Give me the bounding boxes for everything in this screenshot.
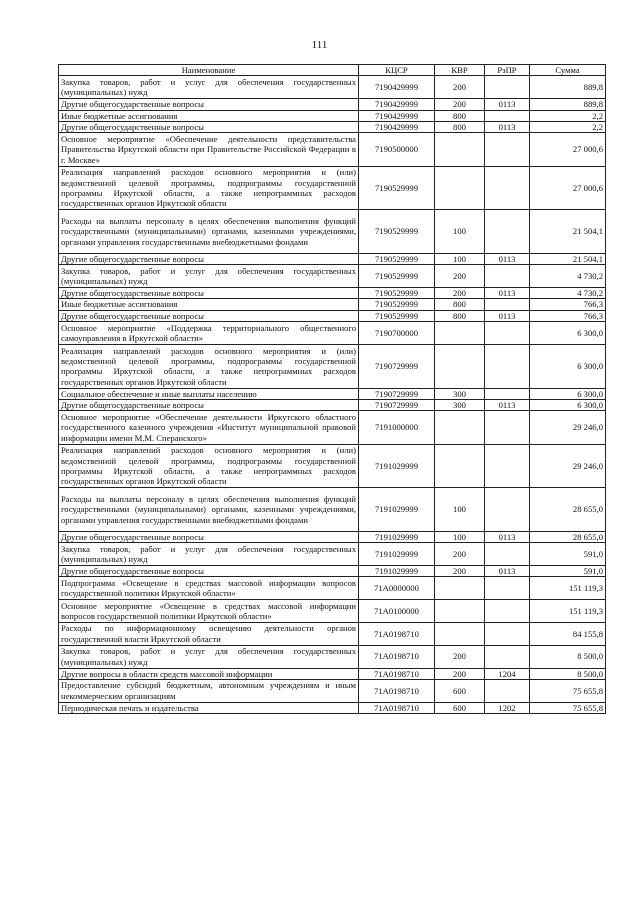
cell-rzpr [485,110,530,121]
cell-kcsr: 71А0198710 [359,668,435,679]
cell-sum: 75 655,8 [530,702,606,713]
cell-rzpr: 0113 [485,566,530,577]
cell-rzpr [485,388,530,399]
table-row [59,531,606,542]
cell-rzpr: 1204 [485,668,530,679]
cell-rzpr: 0113 [485,400,530,411]
cell-name: Другие общегосударственные вопросы [59,400,359,411]
cell-rzpr: 0113 [485,122,530,133]
cell-kvr [435,166,485,210]
cell-kvr: 800 [435,299,485,310]
cell-kcsr: 71А0000000 [359,577,435,600]
table-row [59,702,606,713]
cell-name: Основное мероприятие «Обеспечение деятельности представительства Правительства Иркутской области при Правительстве Российской Федерации в г. Москве» [59,133,359,166]
cell-kvr: 200 [435,645,485,668]
cell-name: Закупка товаров, работ и услуг для обеспечения государственных (муниципальных) нужд [59,543,359,566]
cell-sum: 28 655,0 [530,531,606,542]
cell-name: Закупка товаров, работ и услуг для обеспечения государственных (муниципальных) нужд [59,645,359,668]
cell-rzpr [485,577,530,600]
cell-sum: 8 500,0 [530,645,606,668]
cell-sum: 75 655,8 [530,680,606,703]
table-row [59,166,606,210]
cell-kvr [435,577,485,600]
cell-kcsr: 7191029999 [359,444,435,488]
cell-rzpr: 0113 [485,99,530,110]
cell-kvr: 300 [435,388,485,399]
cell-sum: 766,3 [530,299,606,310]
cell-name: Другие вопросы в области средств массовой информации [59,668,359,679]
table-row [59,265,606,288]
cell-name: Иные бюджетные ассигнования [59,299,359,310]
cell-kcsr: 7190529999 [359,288,435,299]
cell-sum: 21 504,1 [530,253,606,264]
cell-kcsr: 7190429999 [359,110,435,121]
table-row [59,388,606,399]
cell-rzpr [485,265,530,288]
table-row [59,680,606,703]
cell-kcsr: 7191029999 [359,488,435,532]
column-header-kvr: КВР [435,65,485,76]
cell-name: Другие общегосударственные вопросы [59,531,359,542]
cell-kvr: 600 [435,702,485,713]
cell-sum: 29 246,0 [530,444,606,488]
cell-name: Закупка товаров, работ и услуг для обеспечения государственных (муниципальных) нужд [59,265,359,288]
cell-sum: 151 119,3 [530,600,606,623]
cell-kcsr: 71А0198710 [359,645,435,668]
table-row [59,645,606,668]
cell-kcsr: 7190529999 [359,210,435,254]
cell-sum: 4 730,2 [530,288,606,299]
cell-kvr: 100 [435,531,485,542]
cell-sum: 6 300,0 [530,400,606,411]
cell-rzpr [485,210,530,254]
cell-name: Другие общегосударственные вопросы [59,122,359,133]
table-row [59,288,606,299]
table-row [59,253,606,264]
cell-kcsr: 7190700000 [359,322,435,345]
table-row [59,99,606,110]
cell-name: Другие общегосударственные вопросы [59,253,359,264]
cell-kvr: 200 [435,543,485,566]
cell-kcsr: 7190729999 [359,345,435,389]
cell-sum: 2,2 [530,122,606,133]
cell-name: Иные бюджетные ассигнования [59,110,359,121]
cell-sum: 6 300,0 [530,345,606,389]
cell-name: Расходы по информационному освещению деятельности органов государственной власти Иркутской области [59,623,359,646]
table-body [59,76,606,714]
cell-kvr [435,444,485,488]
cell-kvr: 200 [435,76,485,99]
cell-kvr: 200 [435,99,485,110]
table-row [59,322,606,345]
cell-kcsr: 7190429999 [359,99,435,110]
cell-rzpr: 0113 [485,253,530,264]
cell-sum: 6 300,0 [530,322,606,345]
cell-kvr: 100 [435,253,485,264]
table-row [59,210,606,254]
table-row [59,444,606,488]
page-number: 111 [311,39,328,51]
cell-rzpr [485,645,530,668]
cell-kcsr: 7190529999 [359,299,435,310]
cell-rzpr [485,322,530,345]
cell-name: Закупка товаров, работ и услуг для обеспечения государственных (муниципальных) нужд [59,76,359,99]
cell-sum: 84 155,8 [530,623,606,646]
cell-name: Реализация направлений расходов основного мероприятия и (или) ведомственной целевой программы, подпрограммы государственной программы Иркутской области, а также непрограммных расходов государственных органов Иркутской области [59,444,359,488]
cell-kvr: 100 [435,210,485,254]
cell-kcsr: 7190529999 [359,166,435,210]
cell-sum: 27 000,6 [530,133,606,166]
cell-name: Основное мероприятие «Поддержка территориального общественного самоуправления в Иркутской области» [59,322,359,345]
cell-sum: 4 730,2 [530,265,606,288]
cell-kcsr: 7190429999 [359,122,435,133]
cell-rzpr: 1202 [485,702,530,713]
cell-sum: 151 119,3 [530,577,606,600]
cell-kcsr: 71А0198710 [359,623,435,646]
cell-kvr [435,133,485,166]
cell-sum: 28 655,0 [530,488,606,532]
cell-kcsr: 7190500000 [359,133,435,166]
cell-kcsr: 71А0100000 [359,600,435,623]
cell-sum: 591,0 [530,566,606,577]
cell-sum: 889,8 [530,76,606,99]
cell-name: Основное мероприятие «Обеспечение деятельности Иркутского областного государственного казенного учреждения «Институт муниципальной правовой информации имени М.М. Сперанского» [59,411,359,444]
cell-kcsr: 7190529999 [359,253,435,264]
cell-name: Расходы на выплаты персоналу в целях обеспечения выполнения функций государственными (муниципальными) органами, казенными учреждениями, органами управления государственными внебюджетными фондами [59,488,359,532]
cell-rzpr [485,543,530,566]
cell-rzpr [485,600,530,623]
cell-rzpr [485,133,530,166]
cell-name: Предоставление субсидий бюджетным, автономным учреждениям и иным некоммерческим организациям [59,680,359,703]
cell-rzpr [485,299,530,310]
cell-name: Подпрограмма «Освещение в средствах массовой информации вопросов государственной политики Иркутской области» [59,577,359,600]
cell-name: Социальное обеспечение и иные выплаты населению [59,388,359,399]
cell-sum: 889,8 [530,99,606,110]
cell-kvr: 300 [435,400,485,411]
cell-kvr [435,600,485,623]
table-row [59,668,606,679]
cell-name: Реализация направлений расходов основного мероприятия и (или) ведомственной целевой программы, подпрограммы государственной программы Иркутской области, а также непрограммных расходов государственных органов Иркутской области [59,345,359,389]
table-header-row [59,65,606,76]
cell-name: Другие общегосударственные вопросы [59,310,359,321]
cell-kvr: 200 [435,288,485,299]
cell-rzpr: 0113 [485,531,530,542]
cell-name: Расходы на выплаты персоналу в целях обеспечения выполнения функций государственными (муниципальными) органами, казенными учреждениями, органами управления государственными внебюджетными фондами [59,210,359,254]
cell-rzpr [485,680,530,703]
cell-name: Реализация направлений расходов основного мероприятия и (или) ведомственной целевой программы, подпрограммы государственной программы Иркутской области, а также непрограммных расходов государственных органов Иркутской области [59,166,359,210]
table-row [59,122,606,133]
cell-kcsr: 7191029999 [359,566,435,577]
table-row [59,566,606,577]
column-header-name: Наименование [59,65,359,76]
cell-kvr: 800 [435,110,485,121]
cell-kcsr: 7191000000 [359,411,435,444]
cell-sum: 6 300,0 [530,388,606,399]
cell-sum: 29 246,0 [530,411,606,444]
cell-name: Другие общегосударственные вопросы [59,566,359,577]
cell-kcsr: 7191029999 [359,543,435,566]
table-row [59,577,606,600]
cell-rzpr [485,444,530,488]
cell-rzpr: 0113 [485,288,530,299]
cell-kcsr: 7190429999 [359,76,435,99]
cell-kcsr: 7190529999 [359,265,435,288]
table-row [59,133,606,166]
column-header-rzpr: РзПР [485,65,530,76]
cell-kvr: 800 [435,310,485,321]
cell-sum: 591,0 [530,543,606,566]
cell-rzpr [485,76,530,99]
table-row [59,310,606,321]
cell-kvr [435,345,485,389]
table-row [59,76,606,99]
cell-sum: 8 500,0 [530,668,606,679]
cell-name: Основное мероприятие «Освещение в средствах массовой информации вопросов государственной политики Иркутской области» [59,600,359,623]
cell-kvr [435,322,485,345]
table-row [59,299,606,310]
column-header-sum: Сумма [530,65,606,76]
cell-kcsr: 7190529999 [359,310,435,321]
table-row [59,543,606,566]
cell-kcsr: 7191029999 [359,531,435,542]
table-row [59,411,606,444]
column-header-kcsr: КЦСР [359,65,435,76]
cell-kvr: 800 [435,122,485,133]
cell-sum: 2,2 [530,110,606,121]
table-row [59,623,606,646]
cell-kcsr: 7190729999 [359,400,435,411]
cell-kcsr: 71А0198710 [359,702,435,713]
cell-sum: 21 504,1 [530,210,606,254]
cell-kvr: 200 [435,265,485,288]
cell-kvr [435,411,485,444]
cell-sum: 27 000,6 [530,166,606,210]
table-row [59,345,606,389]
table-row [59,600,606,623]
cell-kvr: 100 [435,488,485,532]
cell-rzpr: 0113 [485,310,530,321]
budget-table [58,64,606,714]
table-row [59,400,606,411]
cell-kvr [435,623,485,646]
cell-name: Другие общегосударственные вопросы [59,99,359,110]
cell-name: Периодическая печать и издательства [59,702,359,713]
cell-kcsr: 71А0198710 [359,680,435,703]
table-row [59,110,606,121]
cell-kcsr: 7190729999 [359,388,435,399]
cell-kvr: 600 [435,680,485,703]
cell-rzpr [485,345,530,389]
table-row [59,488,606,532]
cell-kvr: 200 [435,668,485,679]
cell-rzpr [485,166,530,210]
cell-kvr: 200 [435,566,485,577]
cell-rzpr [485,411,530,444]
cell-rzpr [485,488,530,532]
cell-name: Другие общегосударственные вопросы [59,288,359,299]
cell-sum: 766,3 [530,310,606,321]
cell-rzpr [485,623,530,646]
